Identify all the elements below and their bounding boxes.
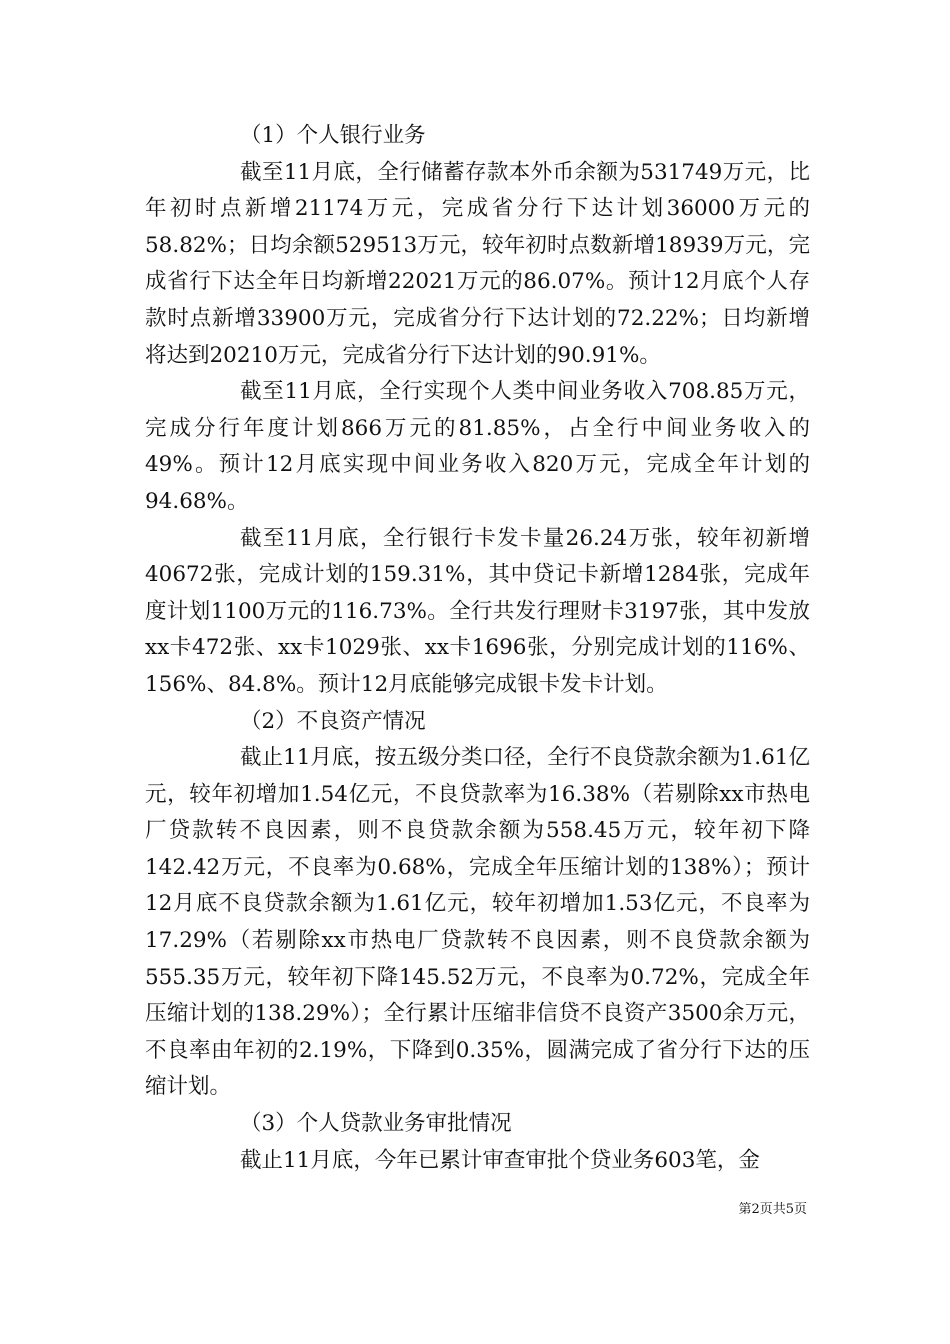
paragraph-intermediary-income: 截至11月底，全行实现个人类中间业务收入708.85万元，完成分行年度计划866万元的81.85%，占全行中间业务收入的49%。预计12月底实现中间业务收入820万元，完成全年计划的94.68%。 [145,379,810,514]
paragraph-non-performing-loans: 截止11月底，按五级分类口径，全行不良贷款余额为1.61亿元，较年初增加1.54亿元，不良贷款率为16.38%（若剔除xx市热电厂贷款转不良因素，则不良贷款余额为558.45万元，较年初下降142.42万元，不良率为0.68%，完成全年压缩计划的138%）；预计12月底不良贷款余额为1.61亿元，较年初增加1.53亿元，不良率为17.29%（若剔除xx市热电厂贷款转不良因素，则不良贷款余额为555.35万元，较年初下降145.52万元，不良率为0.72%，完成全年压缩计划的138.29%）；全行累计压缩非信贷不良资产3500余万元，不良率由年初的2.19%，下降到0.35%，圆满完成了省分行下达的压缩计划。 [145,745,810,1100]
paragraph-bank-cards: 截至11月底，全行银行卡发卡量26.24万张，较年初新增40672张，完成计划的159.31%，其中贷记卡新增1284张，完成年度计划1100万元的116.73%。全行共发行理财卡3197张，其中发放xx卡472张、xx卡1029张、xx卡1696张，分别完成计划的116%、156%、84.8%。预计12月底能够完成银卡发卡计划。 [145,525,810,697]
document-body [145,118,810,1179]
section-heading-personal-banking: （1）个人银行业务 [240,123,426,148]
page-number-footer: 第2页共5页 [738,1202,807,1217]
section-heading-personal-loan-approval: （3）个人贷款业务审批情况 [240,1111,512,1137]
paragraph-savings-deposits: 截至11月底，全行储蓄存款本外币余额为531749万元，比年初时点新增21174万元，完成省分行下达计划36000万元的58.82%；日均余额529513万元，较年初时点数新增18939万元，完成省行下达全年日均新增22021万元的86.07%。预计12月底个人存款时点新增33900万元，完成省分行下达计划的72.22%；日均新增将达到20210万元，完成省分行下达计划的90.91%。 [145,159,810,368]
section-heading-non-performing-assets: （2）不良资产情况 [240,708,426,734]
paragraph-loan-approvals: 截止11月底，今年已累计审查审批个贷业务603笔，金 [240,1147,760,1173]
